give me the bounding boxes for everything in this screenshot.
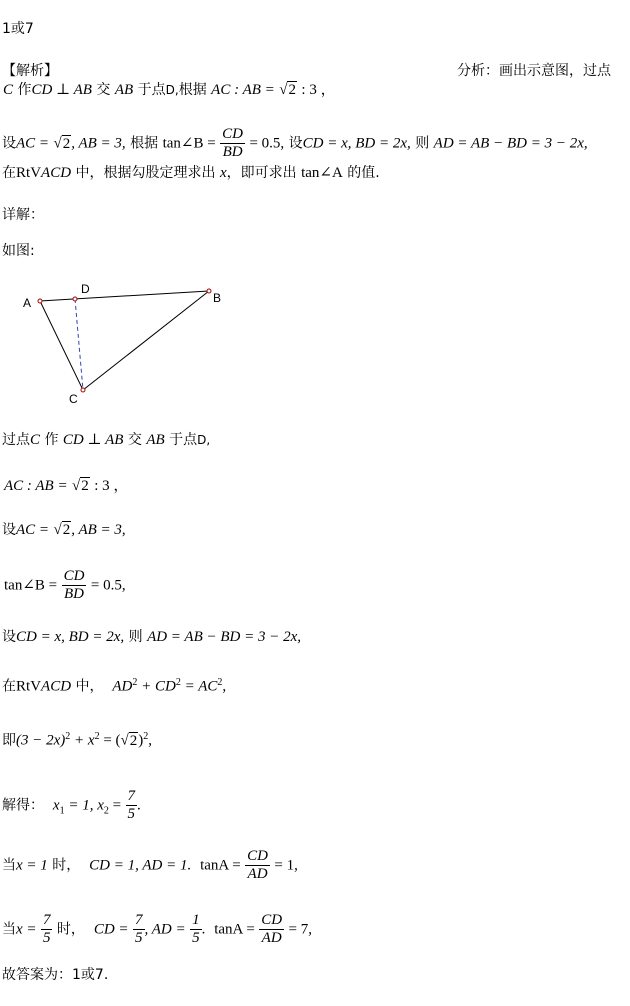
- math-x-eq-1: x = 1: [16, 857, 48, 874]
- math-ab-3: , AB = 3,: [71, 135, 126, 152]
- math-ad: AD = AB − BD = 3 − 2x,: [147, 629, 302, 645]
- frac-den: 5: [127, 806, 136, 822]
- frac-den: AD: [247, 866, 268, 882]
- math-rt: Rt: [16, 165, 31, 181]
- sqrt-symbol: √2: [53, 135, 71, 152]
- word-zuo: 作: [13, 82, 32, 98]
- word-jiede: 解得：: [2, 797, 44, 814]
- frac-num: CD: [261, 912, 283, 928]
- word-yudian: 于点: [164, 432, 198, 448]
- step-7: 即$(3 - 2x)^2 + x^2 = (√2)^2$,: [2, 731, 153, 749]
- figure-label: 如图:: [2, 243, 35, 259]
- math-tan-a: tanA =: [214, 921, 255, 938]
- word-ze: 则: [415, 135, 430, 152]
- word-zhong: 中，: [71, 678, 104, 695]
- fraction-x-7-5: [41, 912, 53, 947]
- fraction-cd-bd: [62, 568, 87, 603]
- math-eq-1: = 1,: [274, 857, 298, 874]
- sqrt-radicand: 2: [129, 732, 138, 749]
- frac-den: 5: [192, 930, 200, 946]
- word-zai: 在: [2, 678, 16, 695]
- step-8: 解得： $x_1 = 1$, $x_2$ = $\frac{7}{5}$ .: [2, 788, 141, 822]
- math-eq2: =: [108, 797, 122, 814]
- sqrt-radicand: 2: [81, 478, 89, 494]
- segment-ab: [40, 291, 209, 301]
- math-cd-perp-ab: CD ⊥ AB: [31, 82, 92, 98]
- point-d: D,: [165, 83, 179, 97]
- word-she: 设: [2, 135, 16, 152]
- math-ratio: AC : AB =: [211, 82, 275, 98]
- math-tan-b: tan∠B =: [4, 577, 58, 594]
- math-tan-a: tan∠A: [301, 165, 343, 181]
- math-eq1: = 1, x: [64, 797, 104, 814]
- math-end: .: [137, 797, 141, 814]
- step-6: 在RtVACD 中， $AD^2 + CD^2 = AC^2$,: [2, 677, 227, 695]
- math-eq-7: = 7,: [288, 921, 312, 938]
- word-jiao: 交: [91, 82, 111, 98]
- frac-num: 7: [127, 788, 136, 804]
- word-zuo: 作: [40, 432, 59, 448]
- word-jiao: 交: [123, 432, 142, 448]
- math-ad-term: AD: [112, 678, 133, 695]
- word-zai: 在: [2, 165, 16, 181]
- math-ab-3: , AB = 3,: [71, 522, 126, 538]
- word-she: 设: [2, 522, 16, 538]
- fraction-7-5: [126, 788, 138, 823]
- math-x: x: [219, 165, 227, 181]
- math-tan-a: tanA =: [200, 857, 241, 874]
- word-she: 设: [288, 135, 303, 152]
- math-ratio-tail: : 3 ，: [301, 82, 336, 98]
- triangle-symbol: V: [30, 678, 42, 695]
- frac-num: CD: [247, 848, 268, 864]
- word-guo: 过点: [2, 432, 30, 448]
- frac-num: CD: [63, 568, 85, 584]
- math-rt: Rt: [16, 678, 31, 695]
- step-3: [2, 520, 126, 540]
- triangle-symbol: V: [30, 165, 42, 181]
- final-label: 故答案为：: [2, 967, 72, 983]
- frac-num: 1: [192, 912, 200, 928]
- word-dang: 当: [2, 921, 16, 938]
- segment-bc: [83, 291, 209, 390]
- math-ac-term: = AC: [180, 678, 218, 695]
- math-x-eq: x =: [16, 921, 37, 938]
- frac-num: 7: [135, 912, 143, 928]
- frac-den: BD: [222, 144, 243, 160]
- word-yudian: 于点: [133, 82, 166, 98]
- math-rparen: ): [138, 732, 144, 749]
- math-dot: .: [201, 921, 206, 938]
- point-c-dot: [81, 388, 85, 392]
- math-cd-x: CD = x, BD = 2x,: [16, 629, 125, 645]
- answer-text: 1或7: [2, 21, 34, 37]
- fraction-cd-ad: [259, 912, 284, 947]
- word-ze: 则: [128, 629, 143, 645]
- word-genju: 根据: [130, 135, 159, 152]
- math-lhs: (3 − 2x): [16, 732, 66, 749]
- fraction-ad-1-5: [190, 912, 202, 947]
- sqrt-radicand: 2: [62, 135, 71, 152]
- frac-num: CD: [222, 126, 243, 142]
- analysis-line-1: [3, 80, 336, 100]
- point-b-dot: [207, 289, 211, 293]
- detail-label: 详解：: [2, 207, 44, 223]
- analysis-line-2: [2, 126, 588, 161]
- step-4: [4, 568, 126, 603]
- math-cd-ad: CD = 1, AD = 1.: [89, 857, 192, 874]
- step-5: [2, 627, 301, 647]
- math-cd-term: + CD: [137, 678, 176, 695]
- math-ratio: AC : AB =: [4, 478, 68, 494]
- label-b: B: [213, 291, 222, 305]
- label-d: D: [81, 282, 90, 296]
- sqrt-symbol: √2: [72, 478, 89, 494]
- point-c: C: [3, 82, 14, 98]
- word-shi: 时，: [47, 857, 81, 874]
- text-jike: ，即可求出: [226, 165, 297, 181]
- word-she: 设: [2, 629, 16, 645]
- math-ab: AB: [114, 82, 134, 98]
- sqrt-symbol: √2: [53, 522, 71, 538]
- point-a-dot: [38, 299, 42, 303]
- math-eq-paren: = (: [99, 732, 121, 749]
- text-gougu: 中，根据勾股定理求出: [71, 165, 216, 181]
- frac-den: 5: [135, 930, 143, 946]
- point-d: D,: [197, 433, 211, 447]
- math-eq-05: = 0.5,: [249, 135, 285, 152]
- word-shi: 时，: [52, 921, 85, 938]
- word-dang: 当: [2, 857, 16, 874]
- math-ad-eq: , AD =: [144, 921, 186, 938]
- math-acd: ACD: [41, 678, 72, 695]
- word-genju: 根据: [178, 82, 207, 98]
- analysis-label: 分析：画出示意图，过点: [457, 63, 611, 79]
- point-c: C: [30, 432, 41, 448]
- fraction-cd-bd: [220, 126, 245, 161]
- sqrt-symbol: √2: [279, 82, 296, 98]
- frac-den: 5: [42, 930, 51, 946]
- step-10: [2, 912, 312, 947]
- math-ac: AC =: [16, 135, 50, 152]
- triangle-diagram: [18, 280, 238, 410]
- analysis-line-3: [2, 163, 380, 183]
- math-x1: x: [52, 797, 60, 814]
- math-cd-eq: CD =: [93, 921, 129, 938]
- frac-den: BD: [63, 586, 84, 602]
- step-1: [2, 430, 210, 450]
- sqrt-radicand: 2: [288, 82, 296, 98]
- math-eq-05: = 0.5,: [90, 577, 126, 594]
- math-plus-x: + x: [70, 732, 95, 749]
- fraction-cd-7-5: [133, 912, 145, 947]
- math-cd-perp-ab: CD ⊥ AB: [62, 432, 124, 448]
- frac-num: 7: [42, 912, 51, 928]
- sqrt-radicand: 2: [62, 522, 71, 538]
- math-ab: AB: [146, 432, 165, 448]
- final-value: 1或7: [72, 967, 104, 983]
- label-c: C: [69, 392, 78, 406]
- word-ji: 即: [2, 732, 16, 749]
- sqrt-symbol: √2: [120, 732, 138, 749]
- math-cd-x: CD = x, BD = 2x,: [302, 135, 411, 152]
- fraction-cd-ad: [245, 848, 270, 883]
- final-answer: [2, 965, 108, 985]
- analysis-heading: 【解析】: [2, 63, 58, 79]
- text-end: 的值.: [342, 165, 380, 181]
- math-tan-b: tan∠B =: [162, 135, 216, 152]
- step-9: [2, 848, 298, 883]
- math-ad: AD = AB − BD = 3 − 2x,: [433, 135, 588, 152]
- math-acd: ACD: [41, 165, 72, 181]
- math-ac: AC =: [16, 522, 50, 538]
- frac-den: AD: [261, 930, 282, 946]
- step-2: [4, 476, 128, 496]
- math-end: ,: [148, 732, 153, 749]
- label-a: A: [23, 296, 32, 310]
- math-ratio-tail: : 3 ，: [94, 478, 129, 494]
- math-end: ,: [222, 678, 227, 695]
- point-d-dot: [73, 297, 77, 301]
- final-end: .: [103, 967, 109, 983]
